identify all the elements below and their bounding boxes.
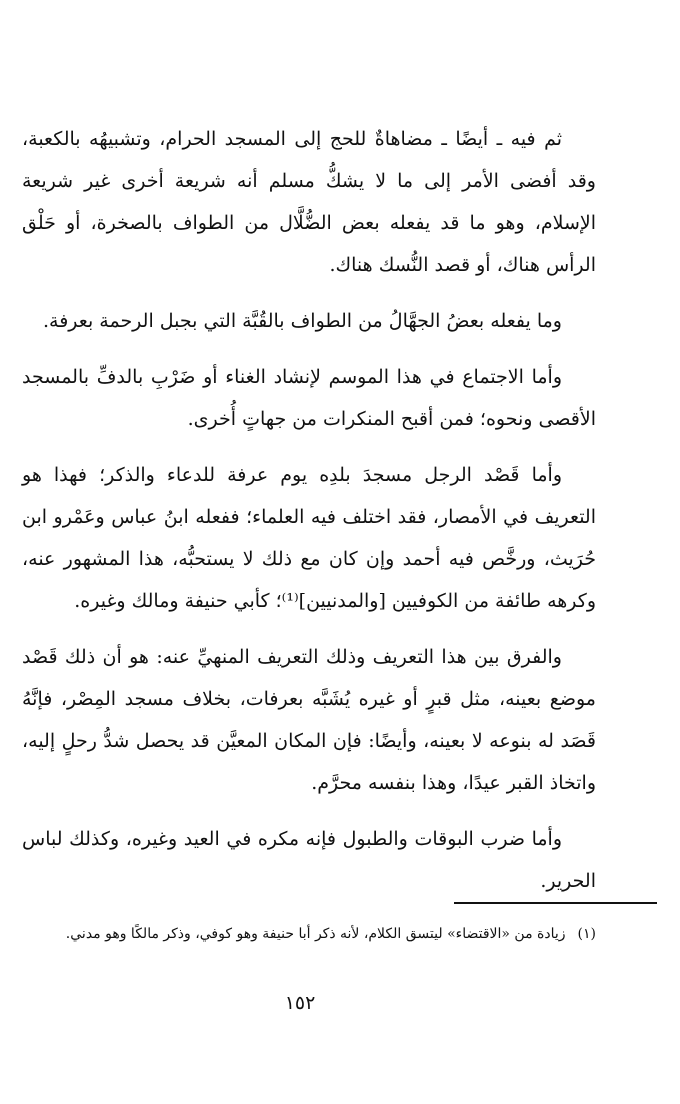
- paragraph-5: والفرق بين هذا التعريف وذلك التعريف المنهيِّ عنه: هو أن ذلك قَصْد موضع بعينه، مثل قبرٍ أو غيره يُشَبَّه بعرفات، بخلاف مسجد المِصْر، فإنَّهُ قَصَد له بنوعه لا بعينه، وأيضًا: فإن المكان المعيَّن قد يحصل شدُّ رحلٍ إليه، واتخاذ القبر عيدًا، وهذا بنفسه محرَّم.: [22, 646, 596, 794]
- footnote-marker: (١): [577, 926, 596, 942]
- footnote-text: زيادة من «الاقتضاء» ليتسق الكلام، لأنه ذكر أبا حنيفة وهو كوفي، وذكر مالكًا وهو مدني.: [65, 926, 566, 942]
- paragraph-4: وأما قَصْد الرجل مسجدَ بلدِه يوم عرفة للدعاء والذكر؛ فهذا هو التعريف في الأمصار، فقد اختلف فيه العلماء؛ ففعله ابنُ عباس وعَمْرو ابن حُرَيث، ورخَّص فيه أحمد وإن كان مع ذلك لا يستحبُّه، هذا المشهور عنه، وكرهه طائفة من الكوفيين [والمدنيين]⁽¹⁾؛ كأبي حنيفة ومالك وغيره.: [22, 464, 596, 612]
- footnote-separator: [454, 902, 657, 904]
- paragraph-3: وأما الاجتماع في هذا الموسم لإنشاد الغناء أو ضَرْبِ بالدفِّ بالمسجد الأقصى ونحوه؛ فمن أقبح المنكرات من جهاتٍ أُخرى.: [22, 366, 596, 430]
- paragraph-2: وما يفعله بعضُ الجهَّالُ من الطواف بالقُبَّة التي بجبل الرحمة بعرفة.: [42, 310, 562, 332]
- paragraph-1: ثم فيه ـ أيضًا ـ مضاهاةٌ للحج إلى المسجد الحرام، وتشبيهُه بالكعبة، وقد أفضى الأمر إلى ما لا يشكُّ مسلم أنه شريعة أخرى غير شريعة الإسلام، وهو ما قد يفعله بعض الضُّلَّال من الطواف بالصخرة، أو حَلْق الرأس هناك، أو قصد النُّسك هناك.: [22, 128, 596, 276]
- footnote: [22, 918, 596, 950]
- body-text: [22, 118, 596, 916]
- page-number: ١٥٢: [284, 992, 316, 1014]
- paragraph-6: وأما ضرب البوقات والطبول فإنه مكره في العيد وغيره، وكذلك لباس الحرير.: [22, 828, 596, 892]
